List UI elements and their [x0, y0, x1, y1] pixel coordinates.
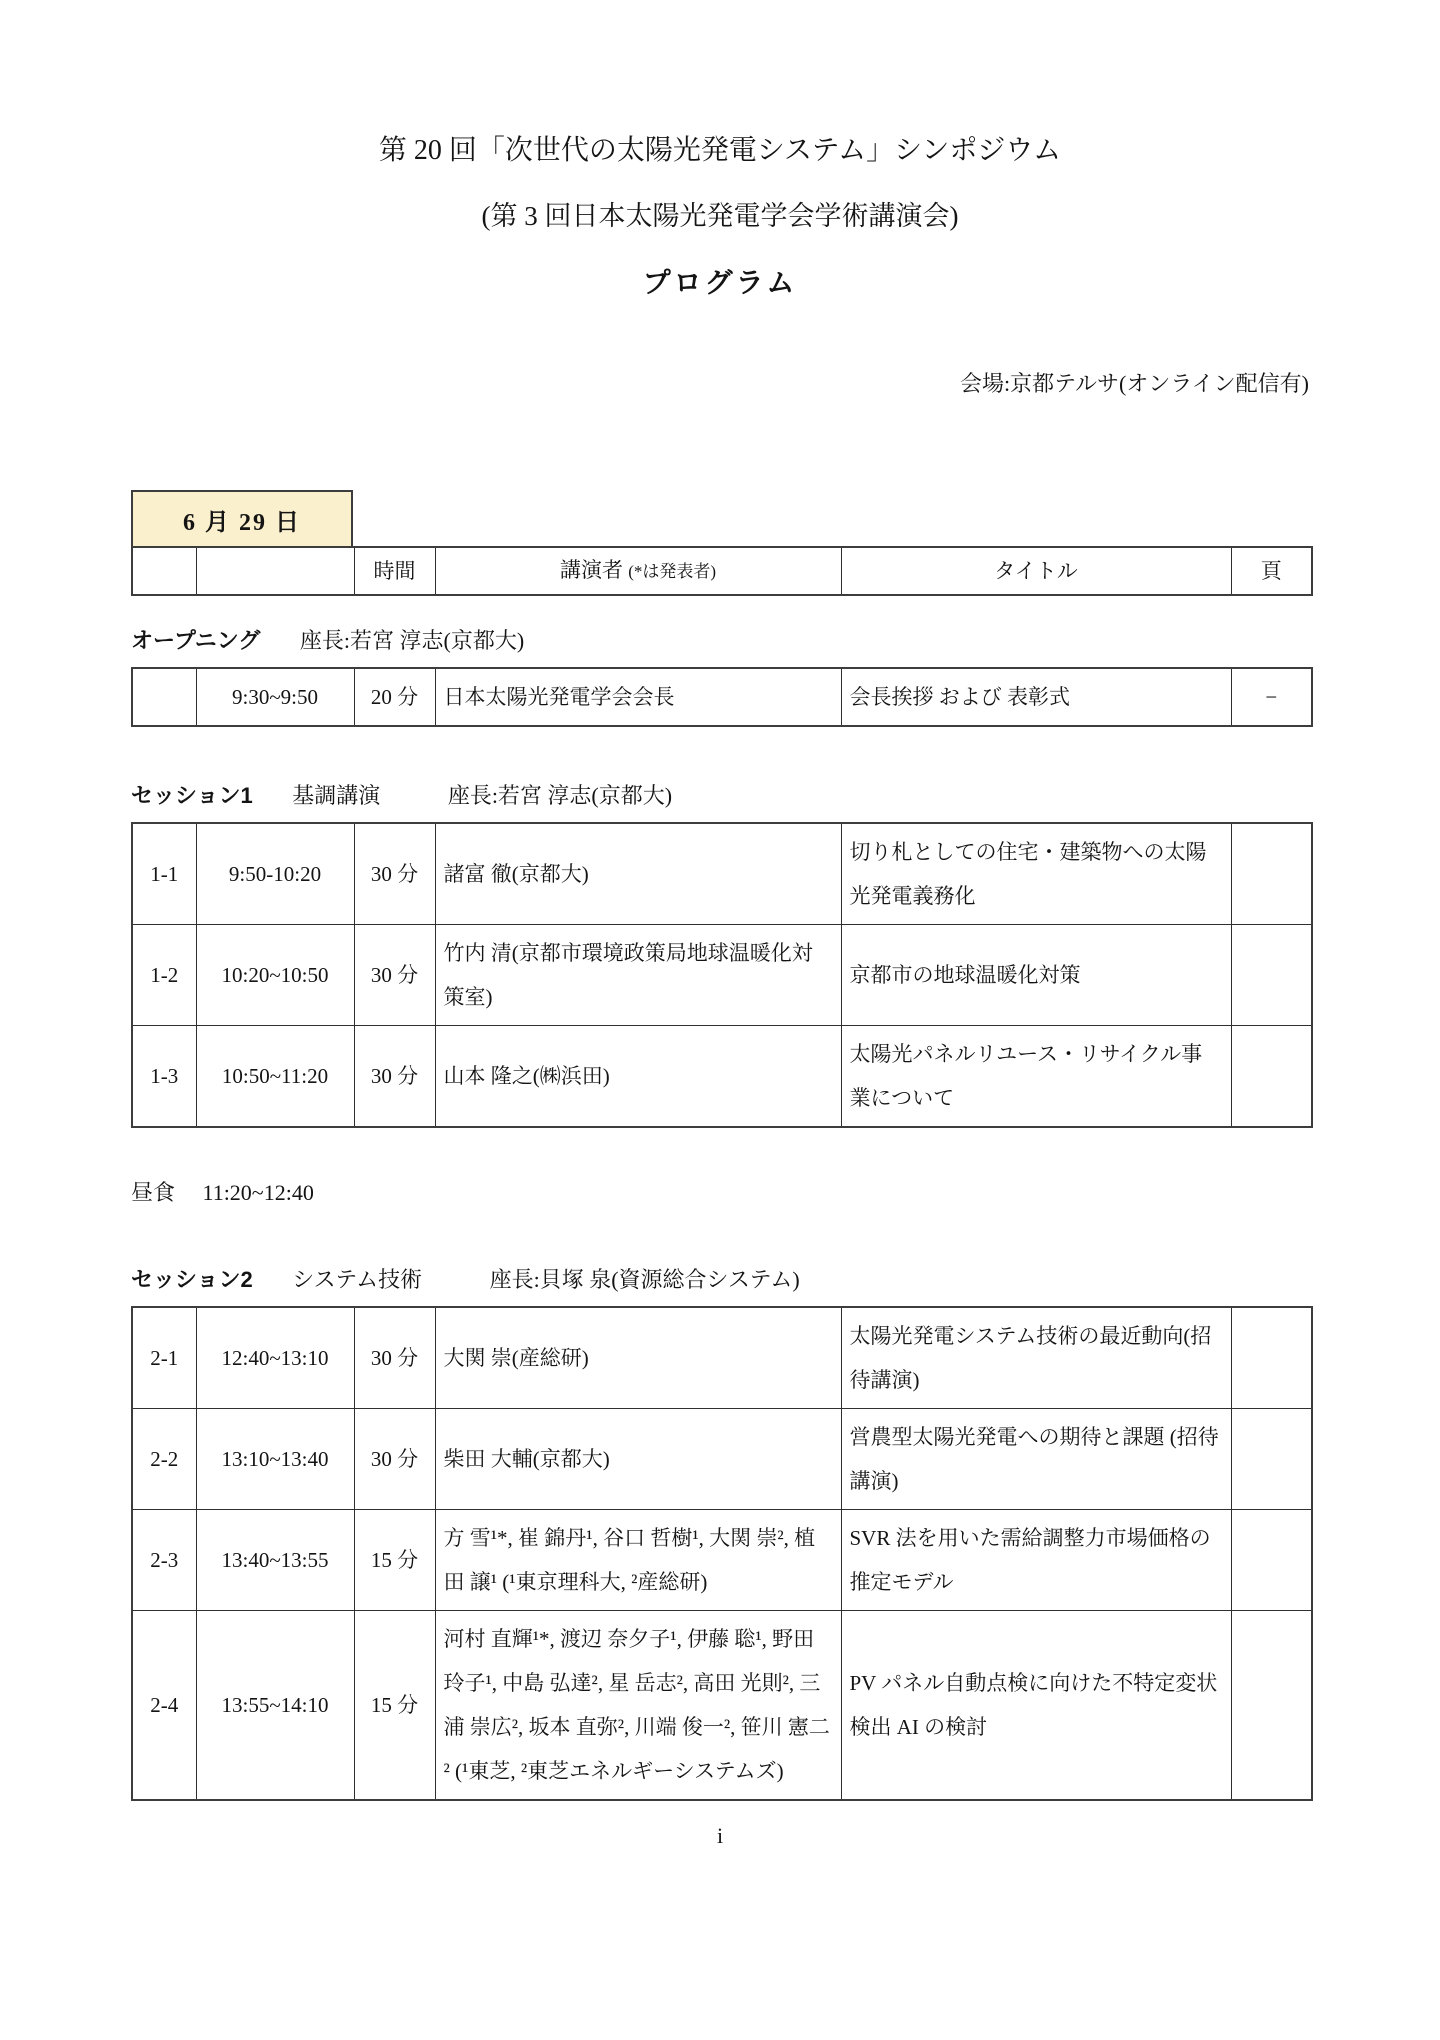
cell-time: 13:55~14:10	[196, 1611, 354, 1801]
cell-time: 9:30~9:50	[196, 668, 354, 726]
cell-speaker: 方 雪¹*, 崔 錦丹¹, 谷口 哲樹¹, 大関 崇², 植田 譲¹ (¹東京理科大, ²産総研)	[435, 1510, 841, 1611]
header-title: タイトル	[841, 547, 1231, 595]
cell-title: 太陽光発電システム技術の最近動向(招待講演)	[841, 1307, 1231, 1409]
cell-title: 太陽光パネルリユース・リサイクル事業について	[841, 1026, 1231, 1128]
cell-no: 1-3	[132, 1026, 196, 1128]
table-row	[132, 1611, 1312, 1801]
cell-page	[1231, 1611, 1312, 1801]
table-row	[132, 1409, 1312, 1510]
header-blank-1	[132, 547, 196, 595]
table-row	[132, 823, 1312, 925]
opening-chair: 座長:若宮 淳志(京都大)	[299, 628, 525, 653]
cell-page	[1231, 1409, 1312, 1510]
cell-duration: 30 分	[354, 1026, 435, 1128]
session1-chair: 座長:若宮 淳志(京都大)	[447, 783, 673, 808]
cell-duration: 15 分	[354, 1510, 435, 1611]
cell-time: 12:40~13:10	[196, 1307, 354, 1409]
session2-label: セッション2	[131, 1267, 253, 1292]
cell-title: SVR 法を用いた需給調整力市場価格の推定モデル	[841, 1510, 1231, 1611]
cell-title: 切り札としての住宅・建築物への太陽光発電義務化	[841, 823, 1231, 925]
header-speaker-note: (*は発表者)	[628, 562, 717, 581]
session2-chair: 座長:貝塚 泉(資源総合システム)	[489, 1267, 800, 1292]
opening-label: オープニング	[131, 628, 261, 653]
table-row	[132, 1307, 1312, 1409]
cell-no: 2-1	[132, 1307, 196, 1409]
cell-title: 会長挨拶 および 表彰式	[841, 668, 1231, 726]
session1-heading	[131, 779, 1309, 810]
cell-duration: 30 分	[354, 1307, 435, 1409]
cell-no: 1-1	[132, 823, 196, 925]
column-header-table	[131, 546, 1313, 596]
table-row	[132, 1510, 1312, 1611]
session1-table	[131, 822, 1313, 1128]
cell-time: 9:50-10:20	[196, 823, 354, 925]
cell-speaker: 諸富 徹(京都大)	[435, 823, 841, 925]
cell-time: 13:10~13:40	[196, 1409, 354, 1510]
symposium-subtitle: (第 3 回日本太陽光発電学会学術講演会)	[481, 201, 959, 231]
program-heading: プログラム	[642, 268, 798, 299]
table-row	[132, 925, 1312, 1026]
table-row	[132, 1026, 1312, 1128]
cell-time: 10:20~10:50	[196, 925, 354, 1026]
cell-speaker: 日本太陽光発電学会会長	[435, 668, 841, 726]
cell-page: −	[1231, 668, 1312, 726]
cell-speaker: 大関 崇(産総研)	[435, 1307, 841, 1409]
cell-page	[1231, 1510, 1312, 1611]
cell-page	[1231, 925, 1312, 1026]
table-row	[132, 668, 1312, 726]
header-row	[132, 547, 1312, 595]
opening-table	[131, 667, 1313, 727]
header-time: 時間	[354, 547, 435, 595]
lunch-label: 昼食	[131, 1180, 176, 1205]
cell-no: 2-2	[132, 1409, 196, 1510]
header-blank-2	[196, 547, 354, 595]
opening-section-heading	[131, 624, 1309, 655]
cell-no: 2-4	[132, 1611, 196, 1801]
header-speaker	[435, 547, 841, 595]
session1-label: セッション1	[131, 783, 253, 808]
session2-topic: システム技術	[292, 1267, 423, 1292]
cell-title: PV パネル自動点検に向けた不特定変状検出 AI の検討	[841, 1611, 1231, 1801]
session2-table	[131, 1306, 1313, 1801]
cell-duration: 30 分	[354, 925, 435, 1026]
cell-time: 13:40~13:55	[196, 1510, 354, 1611]
session1-topic: 基調講演	[292, 783, 381, 808]
cell-time: 10:50~11:20	[196, 1026, 354, 1128]
cell-title: 京都市の地球温暖化対策	[841, 925, 1231, 1026]
cell-duration: 20 分	[354, 668, 435, 726]
cell-title: 営農型太陽光発電への期待と課題 (招待講演)	[841, 1409, 1231, 1510]
date-tab: 6 月 29 日	[131, 490, 353, 548]
page-number: i	[716, 1823, 724, 1848]
lunch-line	[131, 1176, 1309, 1207]
cell-speaker: 柴田 大輔(京都大)	[435, 1409, 841, 1510]
cell-page	[1231, 823, 1312, 925]
cell-speaker: 山本 隆之(㈱浜田)	[435, 1026, 841, 1128]
cell-duration: 15 分	[354, 1611, 435, 1801]
session2-heading	[131, 1263, 1309, 1294]
symposium-title: 第 20 回「次世代の太陽光発電システム」シンポジウム	[378, 135, 1062, 166]
cell-duration: 30 分	[354, 823, 435, 925]
cell-page	[1231, 1026, 1312, 1128]
cell-no: 1-2	[132, 925, 196, 1026]
lunch-time: 11:20~12:40	[202, 1180, 314, 1205]
header-speaker-label: 講演者	[559, 558, 623, 582]
cell-speaker: 竹内 清(京都市環境政策局地球温暖化対策室)	[435, 925, 841, 1026]
cell-no	[132, 668, 196, 726]
cell-no: 2-3	[132, 1510, 196, 1611]
cell-duration: 30 分	[354, 1409, 435, 1510]
venue-line: 会場:京都テルサ(オンライン配信有)	[959, 371, 1309, 396]
cell-speaker: 河村 直輝¹*, 渡辺 奈夕子¹, 伊藤 聡¹, 野田 玲子¹, 中島 弘達², 星 岳志², 高田 光則², 三浦 崇広², 坂本 直弥², 川端 俊一², 笹川 憲二² (¹東芝, ²東芝エネルギーシステムズ)	[435, 1611, 841, 1801]
cell-page	[1231, 1307, 1312, 1409]
header-page: 頁	[1231, 547, 1312, 595]
